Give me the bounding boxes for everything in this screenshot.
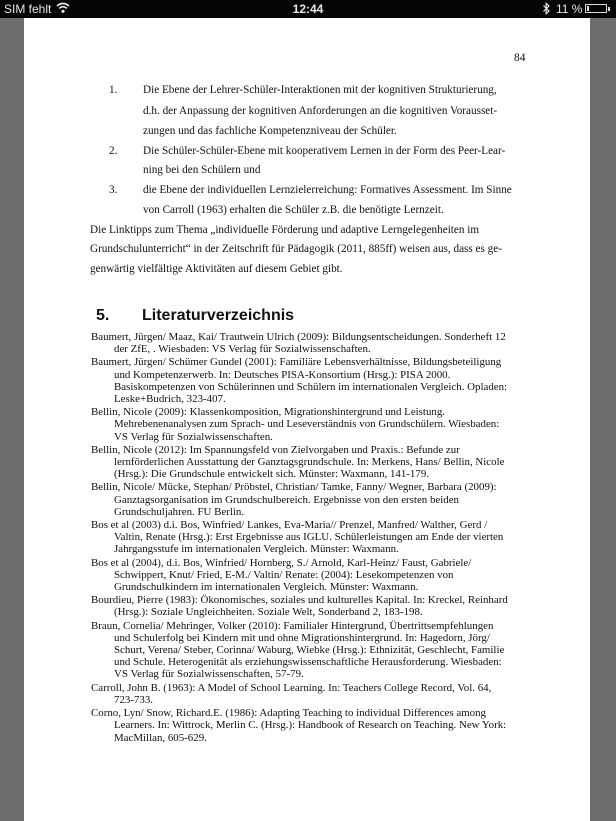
reference-entry: Bos et al (2003) d.i. Bos, Winfried/ Lankes, Eva-Maria// Prenzel, Manfred/ Walther, Gerd / Valtin, Renate (Hrsg.): Erst Ergebnisse aus IGLU. Schülerleistungen am Ende der vierten Jahrgangsstufe im internationalen Vergleich. Münster: Waxmann. (91, 519, 504, 556)
document-page (24, 18, 590, 821)
list-item-text: zungen und das fachliche Kompetenzniveau der Schüler. (143, 125, 397, 137)
list-item-text: Die Ebene der Lehrer-Schüler-Interaktionen mit der kognitiven Strukturierung, (143, 84, 497, 96)
list-item-text: ning bei den Schülern und (143, 164, 261, 176)
battery-percent: 11 % (556, 2, 583, 16)
page-number: 84 (514, 52, 526, 64)
bluetooth-icon (542, 2, 551, 15)
reference-entry: Carroll, John B. (1963): A Model of School Learning. In: Teachers College Record, Vol. 64, 723-733. (91, 681, 492, 706)
reference-entry: Braun, Cornelia/ Mehringer, Volker (2010): Familialer Hintergrund, Übertrittsempfehlungen und Schulerfolg bei Kindern mit und ohne Migrationshintergrund. In: Hagedorn, Jörg/ Schurt, Verena/ Steber, Corinna/ Waburg, Wiebke (Hrsg.): Ethnizität, Geschlecht, Familie und Schule. Heterogenität als erziehungswissenschaftliche Herausforderung. Wiesbaden: VS Verlag für Sozialwissenschaften, 57-79. (91, 619, 505, 681)
list-marker: 3. (109, 184, 118, 196)
list-item-text: Die Schüler-Schüler-Ebene mit kooperativem Lernen in der Form des Peer-Lear- (143, 145, 506, 157)
battery-level (587, 6, 589, 11)
carrier-label: SIM fehlt (4, 2, 52, 16)
clock: 12:44 (292, 2, 324, 16)
section-title: Literaturverzeichnis (142, 307, 295, 324)
list-item-text: von Carroll (1963) erhalten die Schüler z.B. die benötigte Lernzeit. (143, 204, 444, 216)
battery-cap (608, 7, 610, 11)
reference-list (91, 331, 511, 745)
reference-entry: Bellin, Nicole (2012): Im Spannungsfeld von Zielvorgaben und Praxis.: Befunde zur lernförderlichen Ausstattung der Ganztagsgrundschule. In: Merkens, Hans/ Bellin, Nicole (Hrsg.): Die Grundschule entwickelt sich. Münster: Waxmann, 141-179. (91, 443, 505, 481)
section-heading (96, 307, 294, 325)
list-item-text: die Ebene der individuellen Lernzielerreichung: Formatives Assessment. Im Sinne (143, 184, 512, 196)
battery-icon (585, 4, 607, 13)
paragraph-line: Grundschulunterricht“ in der Zeitschrift für Pädagogik (2011, 885ff) weisen aus, dass es ge- (90, 243, 502, 255)
status-bar (0, 0, 616, 18)
list-item-text: d.h. der Anpassung der kognitiven Anforderungen an die kognitiven Vorausset- (143, 105, 498, 117)
reference-entry: Baumert, Jürgen/ Maaz, Kai/ Trautwein Ulrich (2009): Bildungsentscheidungen. Sonderheft 12 der ZfE, . Wiesbaden: VS Verlag für Sozialwissenschaften. (91, 331, 506, 356)
paragraph-line: genwärtig vielfältige Aktivitäten auf diesem Gebiet gibt. (90, 263, 343, 275)
section-number: 5. (96, 307, 110, 324)
reference-entry: Baumert, Jürgen/ Schümer Gundel (2001): Familiäre Lebensverhältnisse, Bildungsbeteiligung und Kompetenzerwerb. In: Deutsches PISA-Konsortium (Hrsg.): PISA 2000. Basiskompetenzen von Schülerinnen und Schülern im internationalen Vergleich. Opladen: Leske+Budrich, 323-407. (91, 356, 508, 406)
list-marker: 2. (109, 145, 118, 157)
list-marker: 1. (109, 84, 118, 96)
reference-entry: Bellin, Nicole/ Mücke, Stephan/ Pröbstel, Christian/ Tamke, Fanny/ Wegner, Barbara (2009): Ganztagsorganisation im Grundschulbereich. Ergebnisse von den ersten beiden Grundschuljahren. FU Berlin. (91, 481, 497, 518)
reference-entry: Corno, Lyn/ Snow, Richard.E. (1986): Adapting Teaching to individual Differences among Learners. In: Wittrock, Merlin C. (Hrsg.): Handbook of Research on Teaching. New York: MacMillan, 605-629. (91, 707, 507, 744)
reference-entry: Bourdieu, Pierre (1983): Ökonomisches, soziales und kulturelles Kapital. In: Kreckel, Reinhard (Hrsg.): Soziale Ungleichheiten. Soziale Welt, Sonderband 2, 183-198. (91, 594, 508, 619)
reference-entry: Bellin, Nicole (2009): Klassenkomposition, Migrationshintergrund und Leistung. Mehrebenenanalysen zum Sprach- und Leseverständnis von Grundschülern. Wiesbaden: VS Verlag für Sozialwissenschaften. (91, 406, 500, 443)
reference-entry: Bos et al (2004), d.i. Bos, Winfried/ Hornberg, S./ Arnold, Karl-Heinz/ Faust, Gabriele/ Schwippert, Knut/ Fried, E-M./ Valtin/ Renate: (2004): Lesekompetenzen von Grundschulkindern im internationalen Vergleich. Münster: Waxmann. (91, 556, 472, 594)
paragraph-line: Die Linktipps zum Thema „individuelle Förderung und adaptive Lerngelegenheiten im (90, 224, 480, 236)
